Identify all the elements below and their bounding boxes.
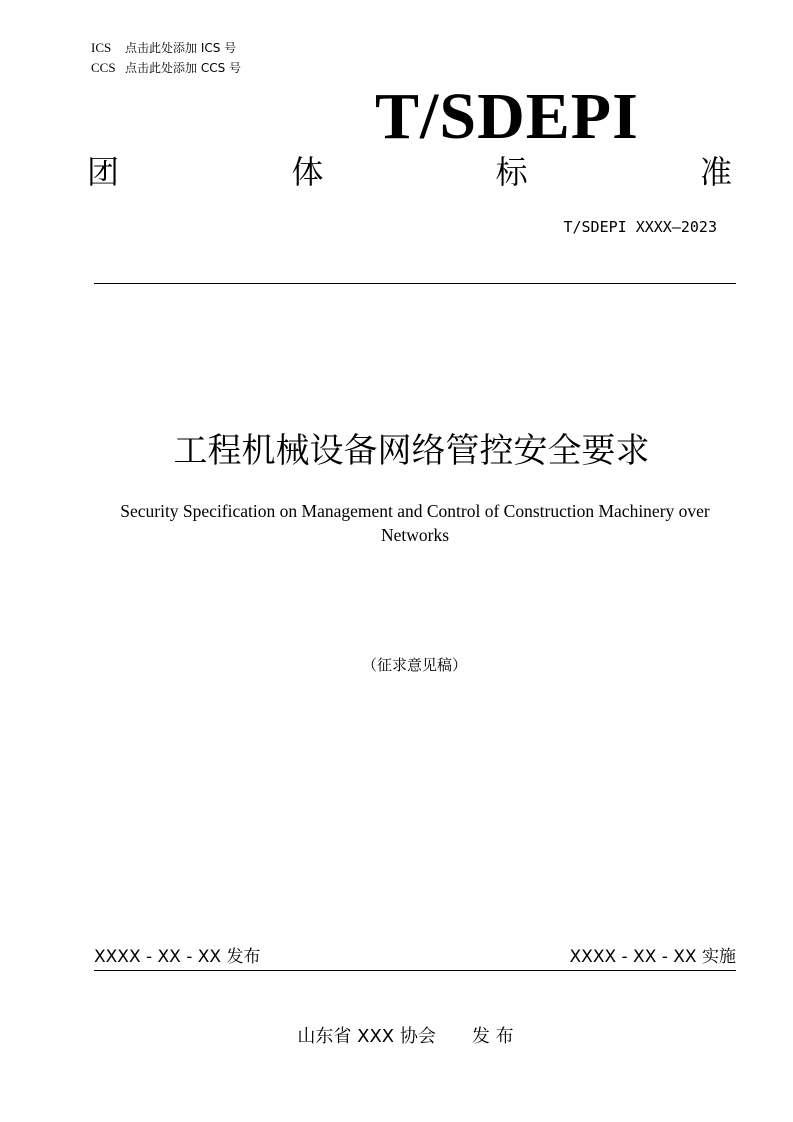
ccs-label: CCS: [91, 60, 116, 75]
publish-date: XXXX - XX - XX 发布: [94, 947, 261, 967]
header-divider: [94, 283, 736, 284]
publisher-line: [0, 1024, 793, 1050]
publish-action: 发 布: [471, 1026, 514, 1047]
standard-number: T/SDEPI XXXX—2023: [563, 218, 717, 236]
ics-label: ICS: [91, 40, 112, 55]
standard-type-char: 标: [495, 153, 528, 191]
standard-type-char: 准: [699, 153, 732, 191]
publisher-name: 山东省 XXX 协会: [297, 1026, 436, 1047]
implement-date: XXXX - XX - XX 实施: [569, 947, 736, 967]
footer-divider: [94, 970, 736, 971]
standard-type-char: 团: [87, 153, 120, 191]
ccs-line: [91, 58, 241, 78]
classification-codes: [91, 38, 241, 78]
ics-placeholder[interactable]: 点击此处添加 ICS 号: [125, 41, 237, 55]
date-row: [94, 945, 736, 969]
title-english: Security Specification on Management and Control of Construction Machinery over Networks: [120, 501, 710, 545]
draft-status-label: （征求意见稿）: [361, 656, 467, 674]
standard-logo: T/SDEPI: [375, 80, 639, 153]
ics-line: [91, 38, 241, 58]
standard-type-char: 体: [291, 153, 324, 191]
standard-type: [87, 152, 732, 192]
title-chinese: 工程机械设备网络管控安全要求: [173, 431, 650, 471]
ccs-placeholder[interactable]: 点击此处添加 CCS 号: [125, 61, 242, 75]
